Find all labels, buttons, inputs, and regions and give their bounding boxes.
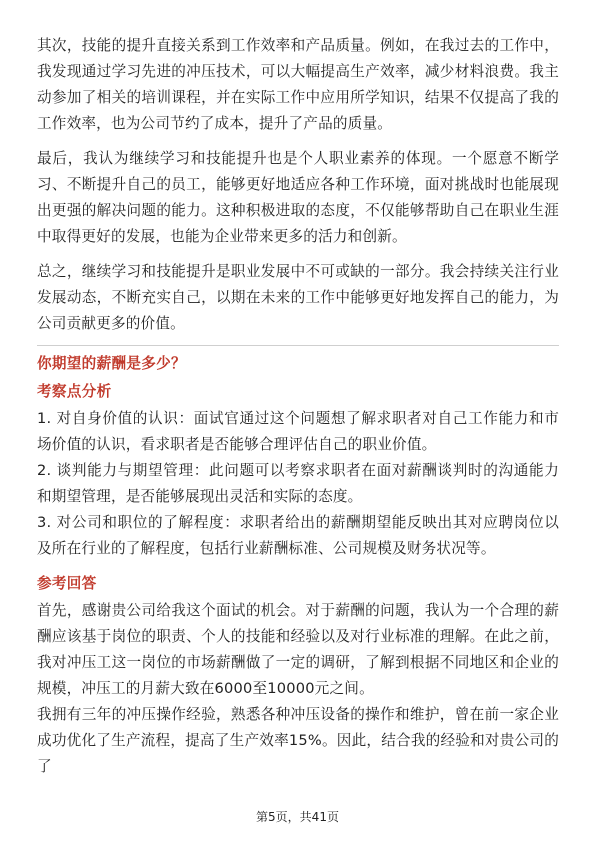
body-paragraph: 最后，我认为继续学习和技能提升也是个人职业素养的体现。一个愿意不断学习、不断提升自己的员工，能够更好地适应各种工作环境，面对挑战时也能展现出更强的解决问题的能力。这种积极进取的态度，不仅能够帮助自己在职业生涯中取得更好的发展，也能为企业带来更多的活力和创新。	[37, 150, 559, 245]
analysis-point: 3. 对公司和职位的了解程度：求职者给出的薪酬期望能反映出其对应聘岗位以及所在行业的了解程度，包括行业薪酬标准、公司规模及财务状况等。	[37, 514, 559, 557]
body-paragraph: 其次，技能的提升直接关系到工作效率和产品质量。例如，在我过去的工作中，我发现通过学习先进的冲压技术，可以大幅提高生产效率，减少材料浪费。我主动参加了相关的培训课程，并在实际工作中应用所学知识，结果不仅提高了我的工作效率，也为公司节约了成本，提升了产品的质量。	[37, 37, 559, 132]
analysis-point: 1. 对自身价值的认识：面试官通过这个问题想了解求职者对自己工作能力和市场价值的认识，看求职者是否能够合理评估自己的职业价值。	[37, 410, 559, 453]
document-body	[37, 33, 559, 780]
answer-heading: 参考回答	[37, 575, 97, 592]
section-divider	[37, 345, 559, 346]
question-title: 你期望的薪酬是多少？	[37, 355, 186, 372]
answer-paragraph: 我拥有三年的冲压操作经验，熟悉各种冲压设备的操作和维护，曾在前一家企业成功优化了生产流程，提高了生产效率15%。因此，结合我的经验和对贵公司的了	[37, 706, 559, 775]
answer-paragraph: 首先，感谢贵公司给我这个面试的机会。对于薪酬的问题，我认为一个合理的薪酬应该基于岗位的职责、个人的技能和经验以及对行业标准的理解。在此之前，我对冲压工这一岗位的市场薪酬做了一定的调研，了解到根据不同地区和企业的规模，冲压工的月薪大致在6000至10000元之间。	[37, 602, 559, 697]
analysis-point: 2. 谈判能力与期望管理：此问题可以考察求职者在面对薪酬谈判时的沟通能力和期望管理，是否能够展现出灵活和实际的态度。	[37, 462, 559, 505]
analysis-heading: 考察点分析	[37, 383, 112, 400]
page-number: 第5页，共41页	[256, 810, 339, 824]
body-paragraph: 总之，继续学习和技能提升是职业发展中不可或缺的一部分。我会持续关注行业发展动态，不断充实自己，以期在未来的工作中能够更好地发挥自己的能力，为公司贡献更多的价值。	[37, 263, 559, 332]
